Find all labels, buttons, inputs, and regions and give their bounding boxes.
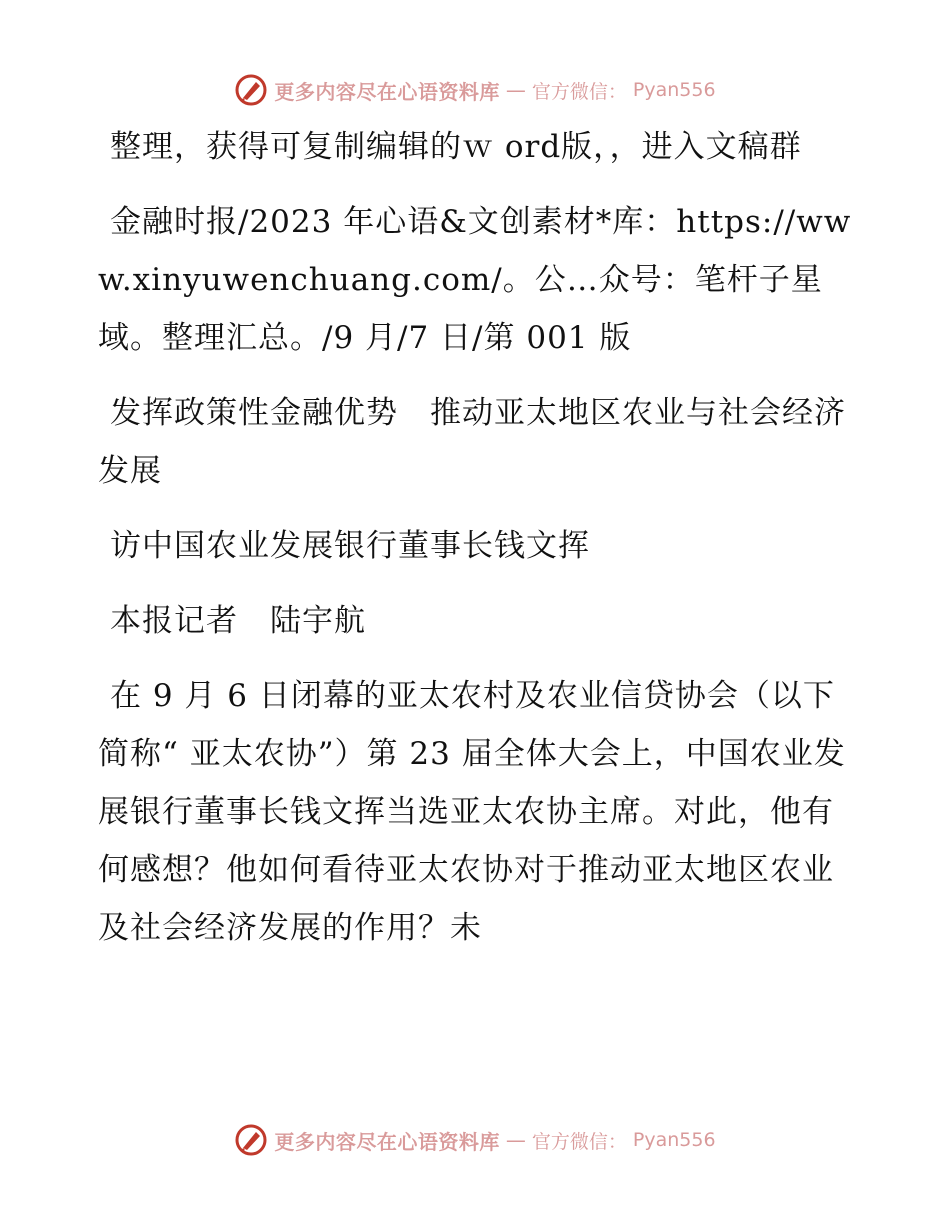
paragraph-source: 金融时报/2023 年心语&文创素材*库：https://www.xinyuwenchuang.com/。公…众号：笔杆子星域。整理汇总。/9 月/7 日/第 001 版	[98, 204, 852, 356]
watermark-contact-label: 官方微信：	[531, 80, 627, 103]
article-headline: 发挥政策性金融优势 推动亚太地区农业与社会经济发展	[98, 395, 846, 489]
watermark-separator: —	[505, 78, 526, 102]
paragraph-intro: 整理，获得可复制编辑的ｗ ord版，，进入文稿群	[110, 129, 802, 165]
footer-watermark	[0, 1120, 950, 1160]
pen-circle-logo-icon	[234, 73, 268, 107]
watermark-separator: —	[505, 1128, 526, 1152]
article-body-paragraph: 在 9 月 6 日闭幕的亚太农村及农业信贷协会（以下简称“ 亚太农协”）第 23 届全体大会上，中国农业发展银行董事长钱文挥当选亚太农协主席。对此，他有何感想？他如何看待亚太农协对于推动亚太地区农业及社会经济发展的作用？未	[98, 678, 846, 946]
watermark-text: 更多内容尽在心语资料库	[274, 1129, 500, 1154]
watermark-contact-id: Pyan556	[632, 79, 716, 101]
pen-circle-logo-icon	[234, 1123, 268, 1157]
document-body	[98, 118, 858, 974]
watermark-contact-label: 官方微信：	[531, 1130, 627, 1153]
watermark-contact-id: Pyan556	[632, 1129, 716, 1151]
header-watermark	[0, 70, 950, 110]
watermark-text: 更多内容尽在心语资料库	[274, 79, 500, 104]
article-subheadline: 访中国农业发展银行董事长钱文挥	[110, 528, 590, 564]
article-byline: 本报记者 陆宇航	[110, 603, 366, 639]
